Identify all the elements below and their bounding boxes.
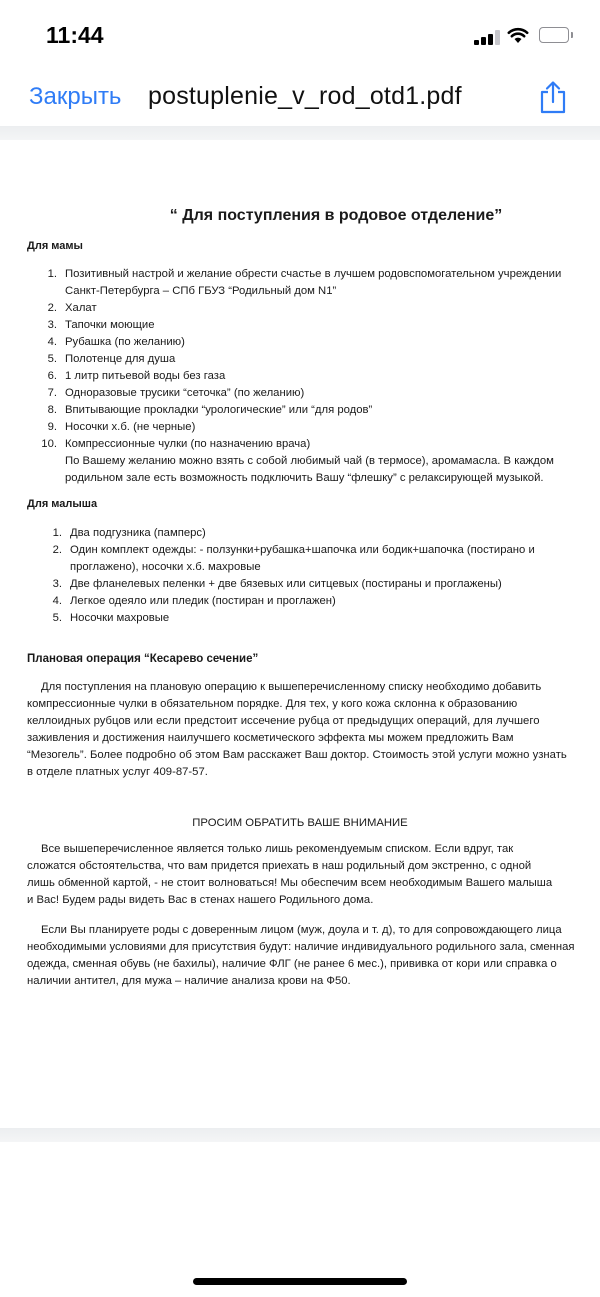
- list-item: 5. Полотенце для душа: [47, 353, 176, 365]
- wifi-icon: [507, 26, 529, 44]
- attention-title: ПРОСИМ ОБРАТИТЬ ВАШЕ ВНИМАНИЕ: [192, 817, 408, 829]
- list-item: 2. Один комплект одежды: - ползунки+рубашка+шапочка или бодик+шапочка (постирано и проглажено), носочки х.б. махровые: [52, 544, 535, 573]
- list-item: 8. Впитывающие прокладки “урологические” или “для родов”: [47, 404, 373, 416]
- cellular-signal-icon: [474, 29, 500, 45]
- section-title-operation: Плановая операция “Кесарево сечение”: [27, 653, 259, 665]
- page-gutter-bottom: [0, 1128, 600, 1142]
- list-item: 6. 1 литр питьевой воды без газа: [47, 370, 226, 382]
- status-bar: [0, 0, 600, 70]
- share-icon[interactable]: [537, 80, 569, 114]
- close-button[interactable]: Закрыть: [29, 83, 122, 110]
- baby-list: [39, 525, 574, 627]
- operation-paragraph: Для поступления на плановую операцию к вышеперечисленному списку необходимо добавить компрессионные чулки в обязательном порядке. Для тех, у кого кожа склонна к образованию келлоидных рубцов или если предстоит иссечение рубца от предыдущих операций, для лучшего заживления и достижения наилучшего косметического эффекта мы можем предложить Вам “Мезогель”. Более подробно об этом Вам расскажет Ваш доктор. Стоимость этой услуги можно узнать в отделе платных услуг 409-87-57.: [27, 681, 567, 778]
- list-item: 5. Носочки махровые: [52, 612, 170, 624]
- document-title: postuplenie_v_rod_otd1.pdf: [148, 82, 462, 110]
- list-item: 1. Позитивный настрой и желание обрести счастье в лучшем родовспомогательном учреждении Санкт-Петербурга – СПб ГБУЗ “Родильный дом N1”: [47, 268, 562, 297]
- list-item: 1. Два подгузника (памперс): [52, 527, 206, 539]
- list-item: 3. Тапочки моющие: [47, 319, 155, 331]
- nav-bar: [0, 70, 600, 126]
- list-item: 7. Одноразовые трусики “сеточка” (по желанию): [47, 387, 305, 399]
- list-item: 2. Халат: [47, 302, 97, 314]
- attention-paragraph-2: Если Вы планируете роды с доверенным лицом (муж, доула и т. д), то для сопровождающего лица необходимыми условиями для присутствия будут: наличие индивидуального родильного зала, сменная одежда, сменная обувь (не бахилы), наличие ФЛГ (не ранее 6 мес.), прививка от кори или справка о наличии антител, для мужа – наличие анализа крови на Ф50.: [27, 924, 575, 987]
- pdf-page[interactable]: [0, 140, 600, 1128]
- page-heading: “ Для поступления в родовое отделение”: [169, 207, 503, 224]
- attention-paragraph-1: Все вышеперечисленное является только лишь рекомендуемым списком. Если вдруг, так сложатся обстоятельства, что вам придется приехать в наш родильный дом экстренно, с одной лишь обменной картой, - не стоит волноваться! Мы обеспечим всем необходимым Вашего малыша и Вас! Будем рады видеть Вас в стенах нашего Родильного дома.: [27, 843, 553, 906]
- list-note: По Вашему желанию можно взять с собой любимый чай (в термосе), аромамасла. В каждом родильном зале есть возможность подключить Вашу “флешку” с релаксирующей музыкой.: [65, 455, 554, 484]
- list-item: 4. Рубашка (по желанию): [47, 336, 185, 348]
- list-item: 4. Легкое одеяло или пледик (постиран и проглажен): [52, 595, 336, 607]
- page-gutter-top: [0, 126, 600, 140]
- section-title-mom: Для мамы: [27, 240, 83, 252]
- home-indicator[interactable]: [193, 1278, 407, 1285]
- battery-icon: [539, 27, 569, 43]
- mom-list: [34, 266, 574, 487]
- status-time: 11:44: [46, 22, 104, 48]
- list-item: 10. Компрессионные чулки (по назначению врача): [41, 438, 311, 450]
- section-title-baby: Для малыша: [27, 498, 98, 510]
- list-item: 9. Носочки х.б. (не черные): [47, 421, 196, 433]
- list-item: 3. Две фланелевых пеленки + две бязевых или ситцевых (постираны и проглажены): [52, 578, 502, 590]
